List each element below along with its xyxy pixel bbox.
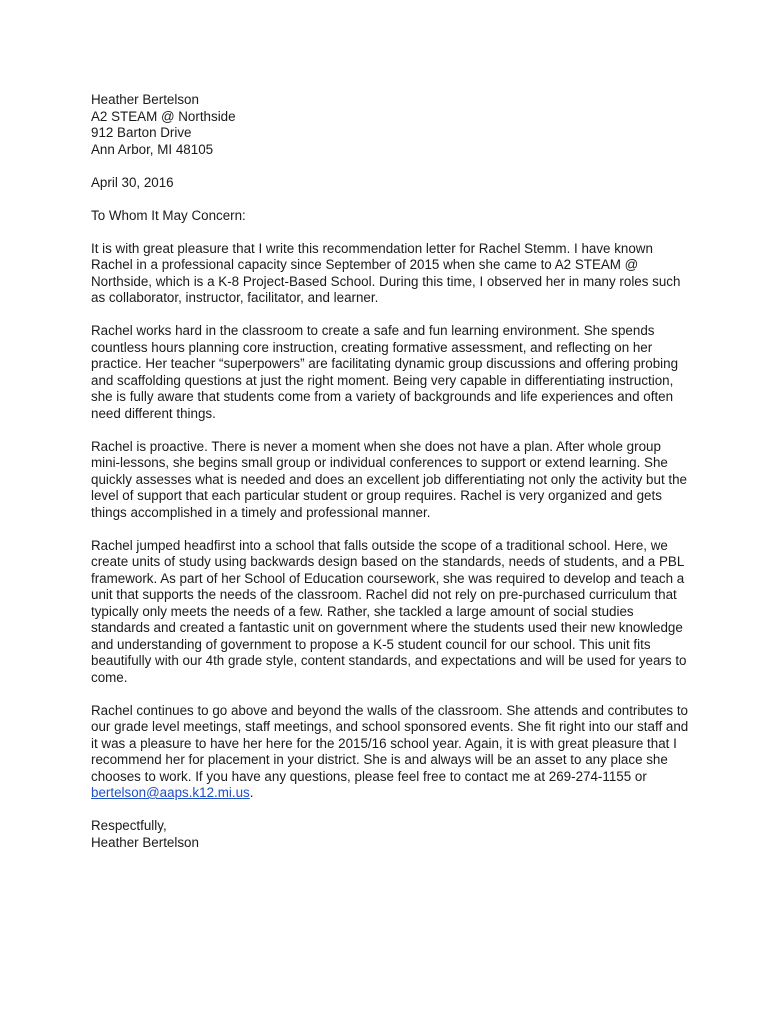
contact-email-link[interactable]: bertelson@aaps.k12.mi.us	[91, 785, 250, 800]
body-paragraph-5-text: Rachel continues to go above and beyond the walls of the classroom. She attends and contributes to our grade level meetings, staff meetings, and school sponsored events. She fit right into our staff and it was a pleasure to have her here for the 2015/16 school year. Again, it is with great pleasure that I recommend her for placement in your district. She is and always will be an asset to any place she chooses to work. If you have any questions, please feel free to contact me at 269-274-1155 or	[91, 702, 689, 784]
body-paragraph-5-end: .	[249, 785, 254, 800]
sender-name: Heather Bertelson	[91, 92, 199, 107]
body-paragraph-2: Rachel works hard in the classroom to create a safe and fun learning environment. She spends countless hours planning core instruction, creating formative assessment, and reflecting on her practice. Her teacher “superpowers” are facilitating dynamic group discussions and offering probing and scaffolding questions at just the right moment. Being very capable in differentiating instruction, she is fully aware that students come from a variety of backgrounds and life experiences and often need different things.	[91, 323, 679, 421]
sender-address-block	[91, 92, 691, 158]
valediction: Respectfully,	[91, 818, 167, 833]
letter-date: April 30, 2016	[91, 174, 174, 190]
recommendation-letter	[91, 92, 691, 868]
body-paragraph-5	[91, 703, 691, 802]
body-paragraph-4: Rachel jumped headfirst into a school that falls outside the scope of a traditional school. Here, we create units of study using backwards design based on the standards, needs of students, and a PBL framework. As part of her School of Education coursework, she was required to develop and teach a unit that supports the needs of the classroom. Rachel did not rely on pre-purchased curriculum that typically only meets the needs of a few. Rather, she tackled a large amount of social studies standards and created a fantastic unit on government where the students used their new knowledge and understanding of government to propose a K-5 student council for our school. This unit fits beautifully with our 4th grade style, content standards, and expectations and will be used for years to come.	[91, 537, 687, 685]
body-paragraph-1: It is with great pleasure that I write this recommendation letter for Rachel Stemm. I have known Rachel in a professional capacity since September of 2015 when she came to A2 STEAM @ Northside, which is a K-8 Project-Based School. During this time, I observed her in many roles such as collaborator, instructor, facilitator, and learner.	[91, 240, 681, 305]
letter-salutation: To Whom It May Concern:	[91, 207, 246, 223]
sender-city: Ann Arbor, MI 48105	[91, 141, 214, 157]
closing-block	[91, 818, 691, 851]
sender-street: 912 Barton Drive	[91, 125, 192, 140]
signature-name: Heather Bertelson	[91, 834, 199, 850]
body-paragraph-3: Rachel is proactive. There is never a moment when she does not have a plan. After whole group mini-lessons, she begins small group or individual conferences to support or extend learning. She quickly assesses what is needed and does an excellent job differentiating not only the activity but the level of support that each particular student or group requires. Rachel is very organized and gets things accomplished in a timely and professional manner.	[91, 438, 688, 520]
sender-school: A2 STEAM @ Northside	[91, 108, 236, 124]
